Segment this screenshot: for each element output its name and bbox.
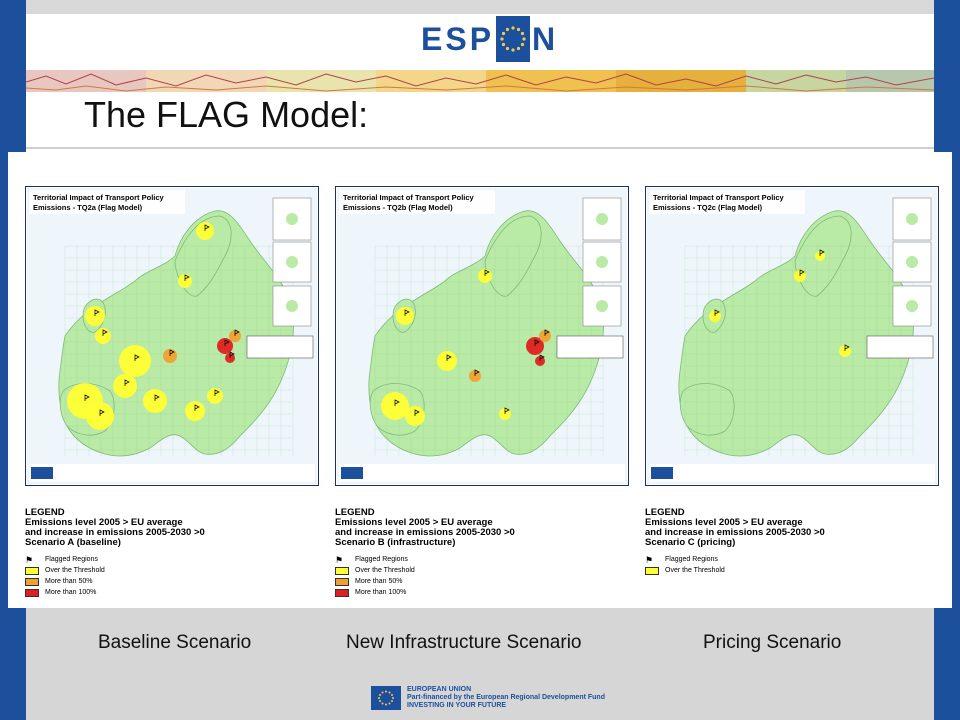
map-area: [8, 152, 952, 608]
legend-line-0: LEGEND: [25, 507, 65, 518]
title-divider: [26, 147, 934, 149]
map-title-line2: Emissions - TQ2c (Flag Model): [653, 203, 763, 212]
map-title-line1: Territorial Impact of Transport Policy: [343, 193, 474, 202]
legend-line-1: Emissions level 2005 > EU average: [25, 517, 183, 528]
legend-label: Over the Threshold: [355, 567, 415, 574]
legend-label: Flagged Regions: [45, 556, 98, 563]
europe-map: [25, 186, 319, 486]
eu-line2: Part-financed by the European Regional Development Fund: [407, 694, 605, 701]
legend-item: [25, 576, 319, 587]
legend-item: [25, 554, 319, 565]
legend-swatch: [645, 567, 659, 575]
legend-label: Over the Threshold: [45, 567, 105, 574]
legend-line-1: Emissions level 2005 > EU average: [645, 517, 803, 528]
flag-icon: ⚑: [335, 554, 344, 565]
legend-swatch: [335, 567, 349, 575]
legend-item: [645, 554, 939, 565]
legend-item: [335, 554, 629, 565]
legend-line-3: Scenario A (baseline): [25, 537, 121, 548]
logo-letters-left: ESP: [421, 20, 495, 57]
eu-line3: INVESTING IN YOUR FUTURE: [407, 702, 507, 709]
espon-logo: [421, 14, 558, 64]
map-panel-infrastructure: [335, 186, 629, 606]
legend-line-2: and increase in emissions 2005-2030 >0: [25, 527, 205, 538]
map-title-line1: Territorial Impact of Transport Policy: [653, 193, 784, 202]
legend-line-0: LEGEND: [645, 507, 685, 518]
map-title-line2: Emissions - TQ2a (Flag Model): [33, 203, 143, 212]
legend-line-1: Emissions level 2005 > EU average: [335, 517, 493, 528]
eu-footer: [371, 686, 605, 710]
legend-item: [25, 565, 319, 576]
map-panel-pricing: [645, 186, 939, 606]
legend-heading: [335, 508, 629, 548]
legend-line-2: and increase in emissions 2005-2030 >0: [335, 527, 515, 538]
legend-item: [335, 587, 629, 598]
legend-swatch: [25, 578, 39, 586]
legend-heading: [25, 508, 319, 548]
flag-icon: ⚑: [25, 554, 34, 565]
caption-baseline: Baseline Scenario: [98, 632, 252, 653]
map-title-line2: Emissions - TQ2b (Flag Model): [343, 203, 453, 212]
legend-swatch: [335, 589, 349, 597]
legend-item: [25, 587, 319, 598]
caption-pricing: Pricing Scenario: [703, 632, 842, 653]
legend-line-3: Scenario B (infrastructure): [335, 537, 456, 548]
europe-map: [335, 186, 629, 486]
eu-line1: EUROPEAN UNION: [407, 686, 472, 693]
legend-item: [645, 565, 939, 576]
legend-label: More than 50%: [45, 578, 93, 585]
legend-label: Flagged Regions: [355, 556, 408, 563]
legend-swatch: [25, 589, 39, 597]
legend-line-0: LEGEND: [335, 507, 375, 518]
legend-swatch: [25, 567, 39, 575]
map-legend: [25, 508, 319, 598]
legend-label: More than 100%: [355, 589, 407, 596]
logo-letter-right: N: [532, 20, 559, 57]
page-title: The FLAG Model:: [84, 94, 369, 135]
bottom-band: [26, 608, 934, 720]
map-legend: [645, 508, 939, 576]
legend-label: Flagged Regions: [665, 556, 718, 563]
legend-line-2: and increase in emissions 2005-2030 >0: [645, 527, 825, 538]
legend-label: More than 50%: [355, 578, 403, 585]
legend-swatch: [335, 578, 349, 586]
legend-line-3: Scenario C (pricing): [645, 537, 736, 548]
legend-item: [335, 565, 629, 576]
top-grey-bar: [26, 0, 934, 14]
map-title-line1: Territorial Impact of Transport Policy: [33, 193, 164, 202]
map-legend: [335, 508, 629, 598]
caption-infrastructure: New Infrastructure Scenario: [346, 632, 582, 653]
legend-item: [335, 576, 629, 587]
eu-flag-icon: [371, 686, 401, 710]
legend-label: More than 100%: [45, 589, 97, 596]
europe-map: [645, 186, 939, 486]
legend-heading: [645, 508, 939, 548]
legend-label: Over the Threshold: [665, 567, 725, 574]
map-panel-baseline: [25, 186, 319, 606]
eu-text: [407, 686, 605, 710]
decorative-map-strip: [26, 70, 934, 92]
flag-icon: ⚑: [645, 554, 654, 565]
eu-stars-icon: [496, 16, 530, 62]
